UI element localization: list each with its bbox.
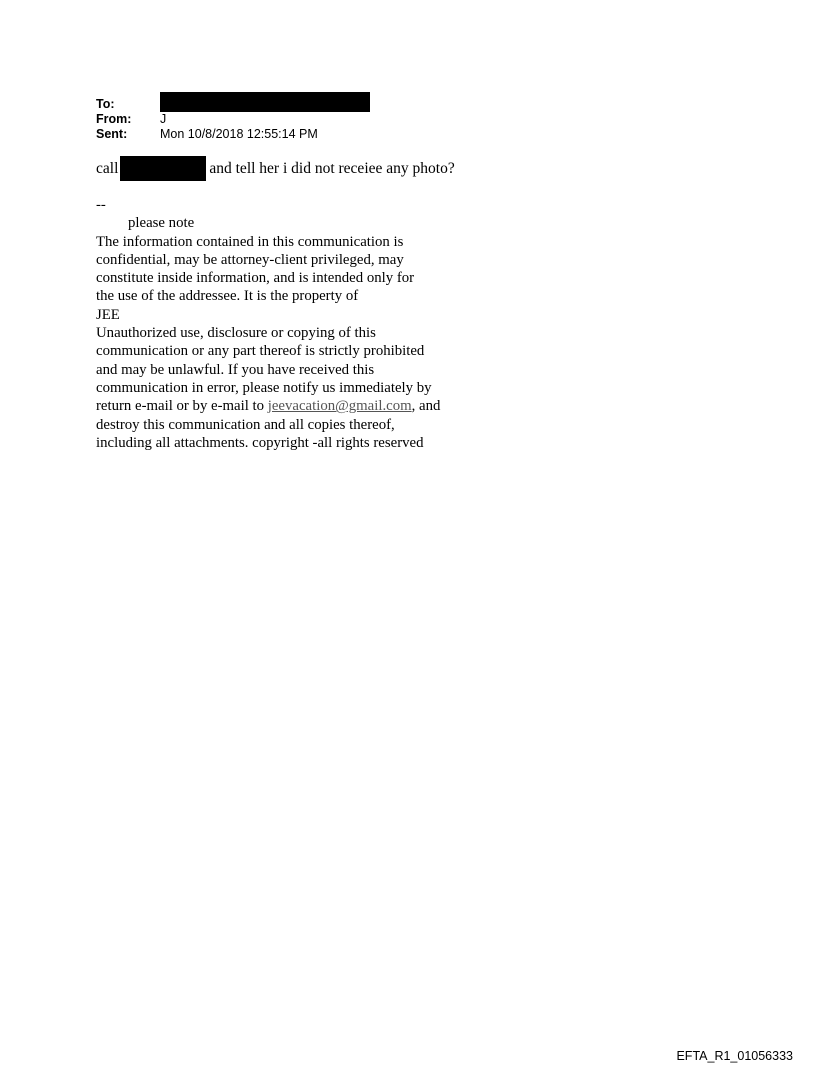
disclaimer-line: destroy this communication and all copies thereof, <box>96 416 395 433</box>
disclaimer-line-with-email <box>96 397 440 415</box>
disclaimer-line: confidential, may be attorney-client privileged, may <box>96 251 404 268</box>
to-row <box>96 96 370 111</box>
email-header <box>96 96 370 141</box>
redaction-box <box>160 92 370 112</box>
sent-row <box>96 126 370 141</box>
signature-separator: -- <box>96 197 106 213</box>
disclaimer-line: and may be unlawful. If you have received this <box>96 361 375 378</box>
signature-note: please note <box>128 215 195 232</box>
from-value: J <box>160 111 167 126</box>
disclaimer-line: Unauthorized use, disclosure or copying of this <box>96 325 376 342</box>
message-text-start: call <box>96 159 119 177</box>
to-label: To: <box>96 96 115 111</box>
sent-value: Mon 10/8/2018 12:55:14 PM <box>160 126 318 141</box>
disclaimer-text: , and <box>411 398 441 415</box>
disclaimer-text: return e-mail or by e-mail to <box>96 398 268 415</box>
sent-label: Sent: <box>96 126 128 141</box>
disclaimer-line: the use of the addressee. It is the property of <box>96 288 359 305</box>
document-id: EFTA_R1_01056333 <box>676 1049 793 1063</box>
disclaimer-line: communication or any part thereof is strictly prohibited <box>96 343 425 360</box>
disclaimer-line: JEE <box>96 306 120 323</box>
disclaimer-line: including all attachments. copyright -all rights reserved <box>96 434 424 451</box>
signature-block <box>96 196 440 452</box>
redaction-box <box>120 156 206 181</box>
from-label: From: <box>96 111 132 126</box>
disclaimer-line: communication in error, please notify us immediately by <box>96 379 432 396</box>
message-text-end: and tell her i did not receiee any photo? <box>209 159 455 177</box>
from-row <box>96 111 370 126</box>
disclaimer-line: The information contained in this communication is <box>96 233 404 250</box>
email-link[interactable]: jeevacation@gmail.com <box>267 398 412 415</box>
message-body <box>96 156 455 181</box>
disclaimer-line: constitute inside information, and is intended only for <box>96 270 415 287</box>
